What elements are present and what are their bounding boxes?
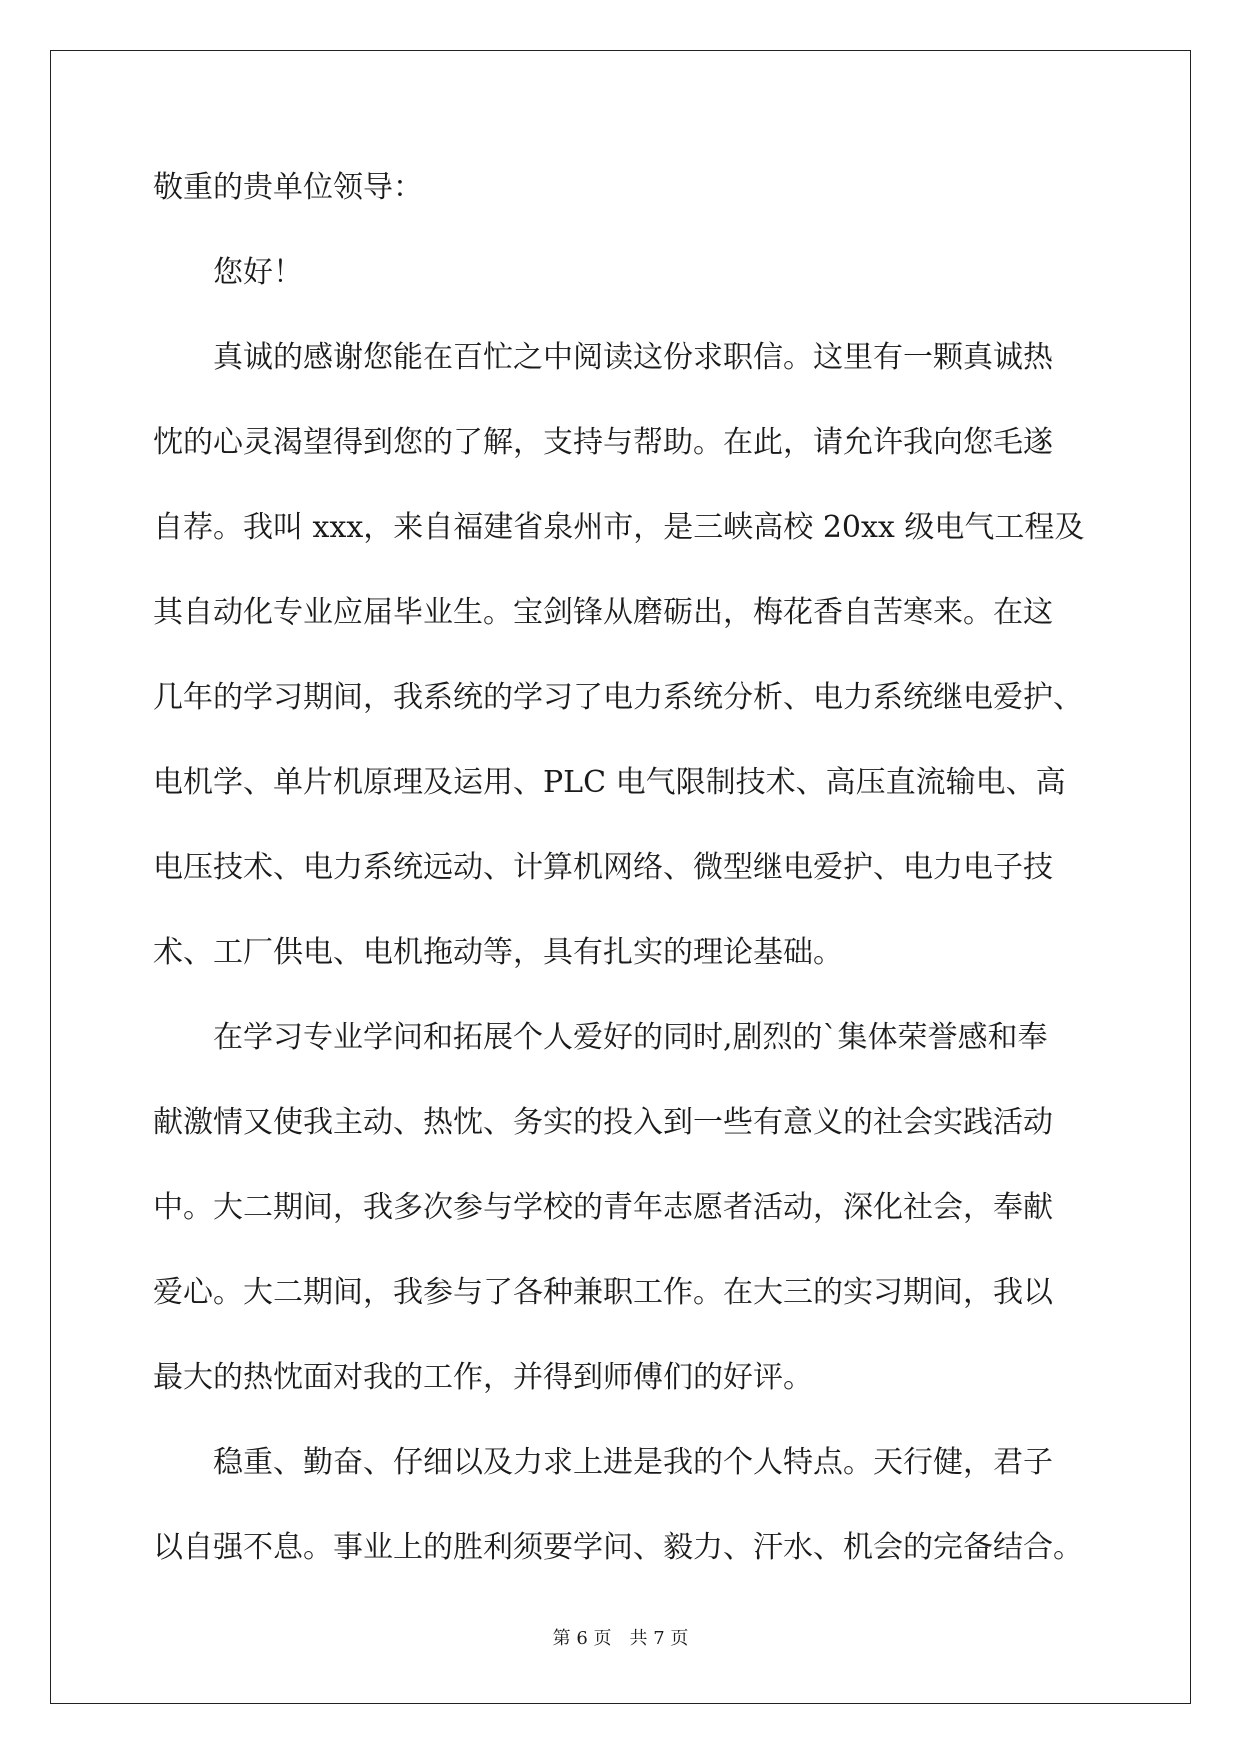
letter-body [153, 164, 1093, 1609]
greeting: 您好！ [213, 255, 303, 290]
paragraph-line: 忱的心灵渴望得到您的了解，支持与帮助。在此，请允许我向您毛遂 [153, 425, 1053, 460]
paragraph-line: 真诚的感谢您能在百忙之中阅读这份求职信。这里有一颗真诚热 [213, 340, 1053, 375]
paragraph-line: 几年的学习期间，我系统的学习了电力系统分析、电力系统继电爱护、 [153, 680, 1083, 715]
paragraph-line: 电机学、单片机原理及运用、PLC 电气限制技术、高压直流输电、高 [153, 765, 1066, 800]
paragraph-line: 最大的热忱面对我的工作，并得到师傅们的好评。 [153, 1360, 813, 1395]
paragraph-line: 电压技术、电力系统远动、计算机网络、微型继电爱护、电力电子技 [153, 850, 1053, 885]
paragraph-line: 以自强不息。事业上的胜利须要学问、毅力、汗水、机会的完备结合。 [153, 1530, 1083, 1565]
paragraph-line: 献激情又使我主动、热忱、务实的投入到一些有意义的社会实践活动 [153, 1105, 1053, 1140]
salutation: 敬重的贵单位领导： [153, 170, 423, 205]
page-number-footer: 第 6 页 共 7 页 [552, 1628, 689, 1649]
paragraph-line: 自荐。我叫 xxx，来自福建省泉州市，是三峡高校 20xx 级电气工程及 [153, 510, 1085, 545]
paragraph-line: 爱心。大二期间，我参与了各种兼职工作。在大三的实习期间，我以 [153, 1275, 1053, 1310]
paragraph-line: 术、工厂供电、电机拖动等，具有扎实的理论基础。 [153, 935, 843, 970]
paragraph-line: 其自动化专业应届毕业生。宝剑锋从磨砺出，梅花香自苦寒来。在这 [153, 595, 1053, 630]
paragraph-line: 稳重、勤奋、仔细以及力求上进是我的个人特点。天行健，君子 [213, 1445, 1053, 1480]
paragraph-line: 在学习专业学问和拓展个人爱好的同时,剧烈的`集体荣誉感和奉 [213, 1020, 1048, 1055]
paragraph-line: 中。大二期间，我多次参与学校的青年志愿者活动，深化社会，奉献 [153, 1190, 1053, 1225]
